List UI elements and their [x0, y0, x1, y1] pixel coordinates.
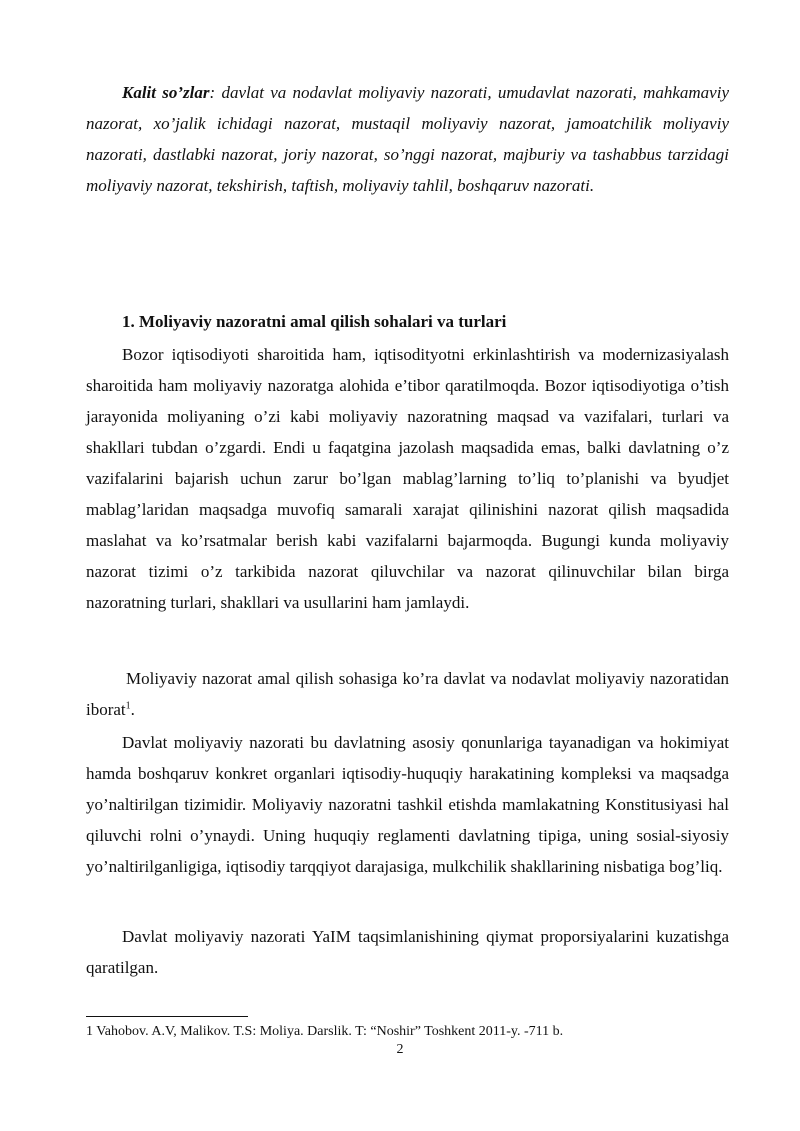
paragraph-4: Davlat moliyaviy nazorati YaIM taqsimlanishining qiymat proporsiyalarini kuzatishga qaratilgan.: [86, 927, 729, 977]
footnote-text: 1 Vahobov. A.V, Malikov. T.S: Moliya. Darslik. T: “Noshir” Toshkent 2011-y. -711 b.: [86, 1024, 564, 1039]
keywords-text: : davlat va nodavlat moliyaviy nazorati, umudavlat nazorati, mahkamaviy nazorat, xo’jalik ichidagi nazorat, mustaqil moliyaviy nazorat, jamoatchilik moliyaviy nazorati, dastlabki nazorat, joriy nazorat, so’nggi nazorat, majburiy va tashabbus tarzidagi moliyaviy nazorat, tekshirish, taftish, moliyaviy tahlil, boshqaruv nazorati.: [86, 83, 729, 195]
paragraph-2-text: Moliyaviy nazorat amal qilish sohasiga ko’ra davlat va nodavlat moliyaviy nazoratidan iborat: [86, 669, 729, 719]
keywords-paragraph: [86, 77, 729, 201]
keywords-label: Kalit so’zlar: [122, 83, 210, 102]
footnote-reference[interactable]: 1: [125, 700, 131, 712]
section-heading: 1. Moliyaviy nazoratni amal qilish sohalari va turlari: [122, 312, 507, 331]
paragraph-2: [86, 663, 729, 725]
page-number: 2: [396, 1042, 404, 1057]
paragraph-3: Davlat moliyaviy nazorati bu davlatning asosiy qonunlariga tayanadigan va hokimiyat hamda boshqaruv konkret organlari iqtisodiy-huquqiy harakatining kompleksi va maqsadga yo’naltirilgan tizimidir. Moliyaviy nazoratni tashkil etishda mamlakatning Konstitusiyasi hal qiluvchi rolni o’ynaydi. Uning huquqiy reglamenti davlatning tipiga, uning sosial-siyosiy yo’naltirilganligiga, iqtisodiy tarqqiyot darajasiga, mulkchilik shakllarining nisbatiga bog’liq.: [86, 733, 729, 876]
paragraph-1: Bozor iqtisodiyoti sharoitida ham, iqtisodityotni erkinlashtirish va modernizasiyalash sharoitida ham moliyaviy nazoratga alohida e’tibor qaratilmoqda. Bozor iqtisodiyotiga o’tish jarayonida moliyaning o’zi kabi moliyaviy nazoratning maqsad va vazifalari, turlari va shakllari tubdan o’zgardi. Endi u faqatgina jazolash maqsadida emas, balki davlatning o’z vazifalarini bajarish uchun zarur bo’lgan mablag’larning to’liq to’planishi va byudjet mablag’laridan maqsadga muvofiq samarali xarajat qilinishini nazorat qilish maqsadida maslahat va ko’rsatmalar berish kabi vazifalarni bajarmoqda. Bugungi kunda moliyaviy nazorat tizimi o’z tarkibida nazorat qiluvchilar va nazorat qilinuvchilar bilan birga nazoratning turlari, shakllari va usullarini ham jamlaydi.: [86, 345, 729, 612]
footnote-divider: [86, 1016, 248, 1017]
paragraph-2-end: .: [130, 700, 135, 719]
